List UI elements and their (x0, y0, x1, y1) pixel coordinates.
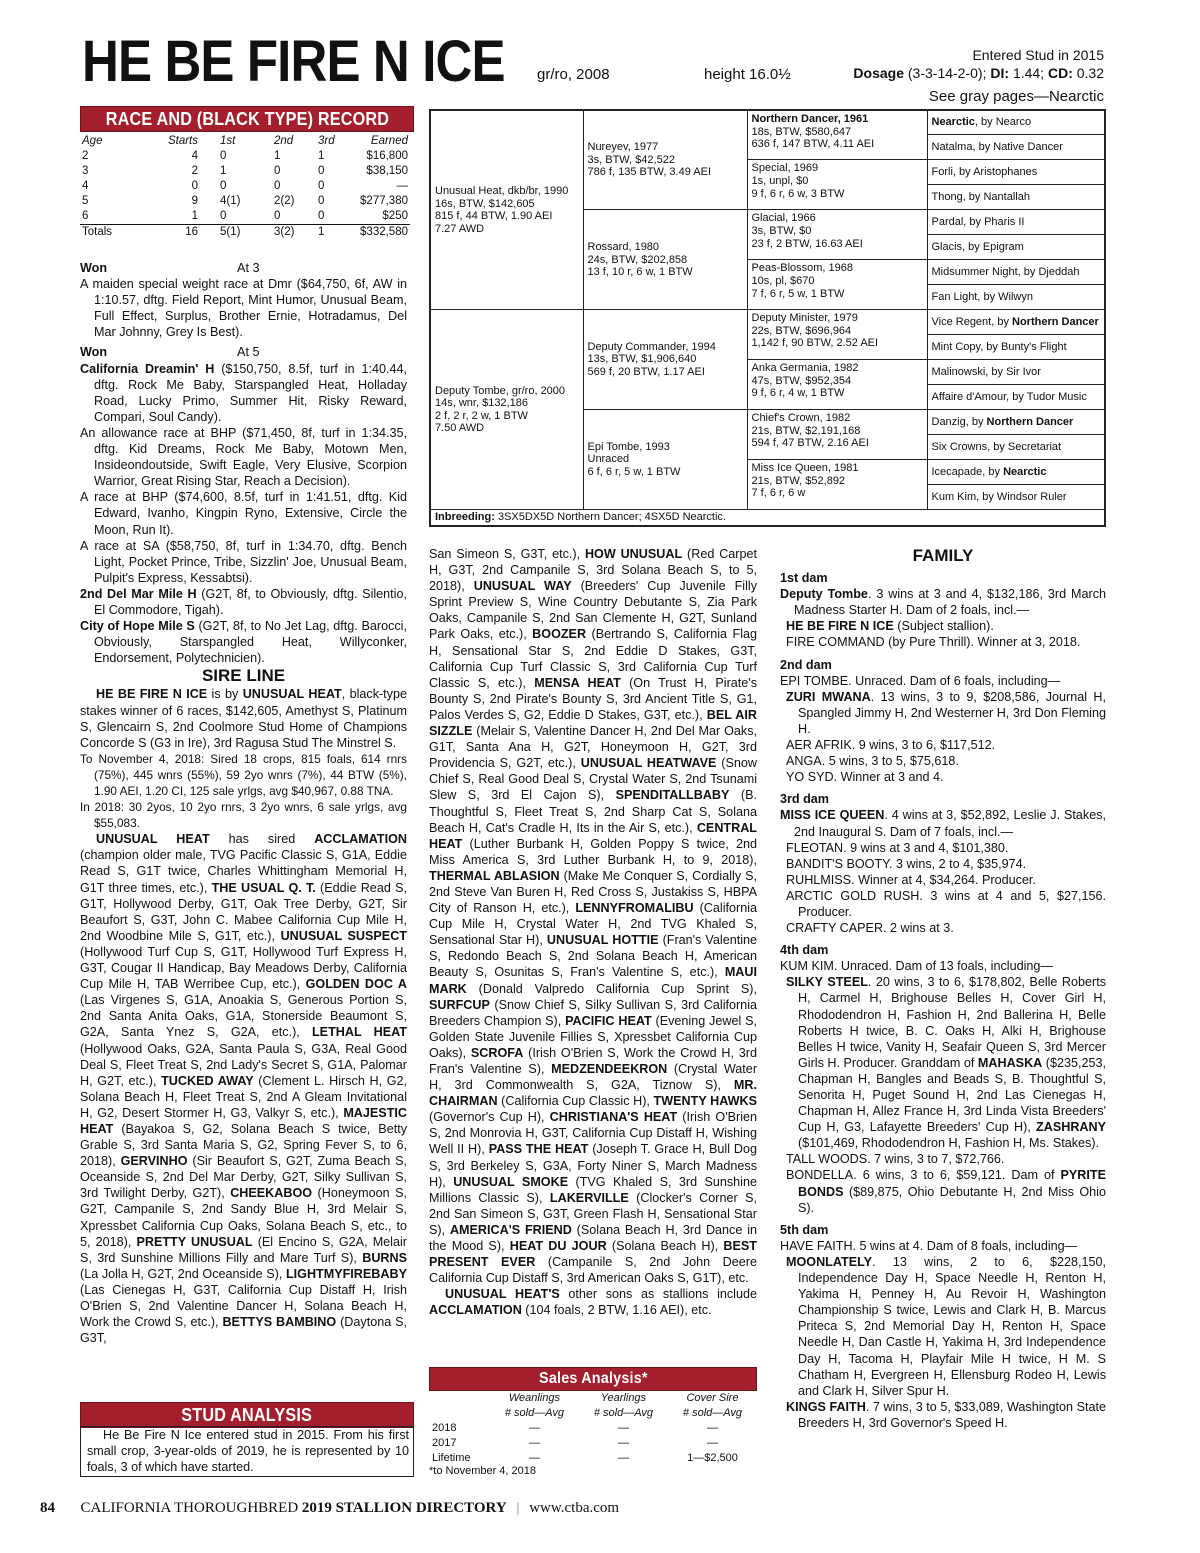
stallion-name: HE BE FIRE N ICE (82, 29, 505, 94)
family-title: FAMILY (912, 546, 974, 565)
sire-line-intro: HE BE FIRE N ICE is by UNUSUAL HEAT, black-type stakes winner of 6 races, $142,605, Amethyst S, Platinum S, Glencairn S, 2nd Coolmore Stud Home of Champions Concorde S (G3 in Ire), 3rd Ragusa Stud The Minstrel S. (80, 687, 407, 750)
pedigree-great-grandparent: Special, 1969 1s, unpl, $0 9 f, 6 r, 6 w, 3 BTW (747, 160, 927, 210)
won-at-3-heading: Won At 3 (80, 261, 260, 275)
race-record-row: 5 9 4(1) 2(2) 0 $277,380 (82, 195, 408, 207)
first-dam-foal-1: HE BE FIRE N ICE (Subject stallion). (786, 619, 994, 634)
third-dam-foal-2: BANDIT'S BOOTY. 3 wins, 2 to 4, $35,974. (786, 856, 1027, 871)
second-dam-foal-3: ANGA. 5 wins, 3 to 5, $75,618. (786, 754, 959, 769)
place-city-of-hope: City of Hope Mile S (G2T, 8f, to No Jet Lag, dftg. Barocci, Obviously, Starspangled Heat, Willyconker, Endorsement, Polytechnicien). (80, 619, 407, 666)
inbreeding-note: Inbreeding: 3SX5DX5D Northern Dancer; 4SX5D Nearctic. (430, 510, 1105, 526)
place-del-mar-mile: 2nd Del Mar Mile H (G2T, 8f, to Obviously, dftg. Silentio, El Commodore, Tigah). (80, 586, 407, 617)
first-dam-label: 1st dam (780, 571, 828, 586)
height: height 16.0½ (704, 66, 791, 83)
second-dam-foal-4: YO SYD. Winner at 3 and 4. (786, 770, 944, 785)
win-race-bhp: A race at BHP ($74,600, 8.5f, turf in 1:41.51, dftg. Kid Edward, Ivanho, Kingpin Ryno, Extensive, Circle the Moon, Run It). (80, 490, 407, 537)
pedigree-chart (429, 109, 1106, 527)
pedigree-g4-ancestor: Glacis, by Epigram (927, 235, 1105, 260)
race-record-row: 3 2 1 0 0 $38,150 (82, 165, 408, 177)
pedigree-grandparent: Rossard, 1980 24s, BTW, $202,858 13 f, 10 r, 6 w, 1 BTW (583, 210, 747, 310)
pedigree-g4-ancestor: Malinowski, by Sir Ivor (927, 360, 1105, 385)
race-record-table (80, 134, 410, 240)
pedigree-great-grandparent: Chief's Crown, 1982 21s, BTW, $2,191,168 594 f, 47 BTW, 2.16 AEI (747, 410, 927, 460)
win-allowance-bhp: An allowance race at BHP ($71,450, 8f, turf in 1:34.35, dftg. Kid Dreams, Rock Me Baby, Motown Men, Insideondoutside, Swift Eagle, Very Elusive, Scorpion Warrior, Great Rising Star, Reach a Decision). (80, 425, 407, 489)
website-link[interactable]: www.ctba.com (529, 1500, 620, 1516)
third-dam-foal-3: RUHLMISS. Winner at 4, $34,264. Producer. (786, 872, 1036, 887)
sales-analysis-table: Weanlings Yearlings Cover Sire # sold—Avg # sold—Avg # sold—Avg 2018 — — — 2017 — — — Lifetime — — 1—$2,500 (429, 1391, 757, 1466)
pedigree-great-grandparent: Anka Germania, 1982 47s, BTW, $952,354 9 f, 6 r, 4 w, 1 BTW (747, 360, 927, 410)
stud-analysis-title: STUD ANALYSIS (80, 1402, 414, 1428)
fifth-dam-foal-1: MOONLATELY. 13 wins, 2 to 6, $228,150, Independence Day H, Space Needle H, Renton H, Yakima H, Penney H, Au Revoir H, Washington Championship S twice, Lewis and Clark H, B. Marcus Priteca S, 2nd Memorial Day H, Renton H, Space Needle H, Dan Castle H, Yakima H, 3rd Independence Day H, Tacoma H, Playfair Mile H twice, H M. S Chatham H, Evergreen H, Ellensburg Rodeo H, Lewis and Clark H, Silver Spur H. (786, 1254, 1106, 1398)
race-record-row: 2 4 0 1 1 $16,800 (82, 150, 408, 162)
fourth-dam-foal-3: BONDELLA. 6 wins, 3 to 6, $59,121. Dam of PYRITE BONDS ($89,875, Ohio Debutante H, 2nd Miss Ohio S). (786, 1168, 1106, 1215)
page-footer (40, 1500, 619, 1517)
sales-row: 2018 — — — (432, 1422, 718, 1434)
first-dam: Deputy Tombe. 3 wins at 3 and 4, $132,186, 3rd March Madness Starter H. Dam of 2 foals, incl.— (780, 587, 1106, 618)
directory-name: 2019 STALLION DIRECTORY (301, 1500, 507, 1516)
pedigree-great-grandparent: Glacial, 1966 3s, BTW, $0 23 f, 2 BTW, 16.63 AEI (747, 210, 927, 260)
third-dam-foal-1: FLEOTAN. 9 wins at 3 and 4, $101,380. (786, 840, 1009, 855)
other-sons: UNUSUAL HEAT'S other sons as stallions include ACCLAMATION (104 foals, 2 BTW, 1.16 AEI), etc. (429, 1287, 757, 1318)
sales-analysis-title: Sales Analysis* (429, 1367, 757, 1391)
pedigree-g4-ancestor: Affaire d'Amour, by Tudor Music (927, 385, 1105, 410)
pedigree-g4-ancestor: Vice Regent, by Northern Dancer (927, 310, 1105, 335)
pedigree-g4-ancestor: Kum Kim, by Windsor Ruler (927, 485, 1105, 510)
pedigree-great-grandparent: Northern Dancer, 1961 18s, BTW, $580,647 636 f, 147 BTW, 4.11 AEI (747, 110, 927, 160)
middle-column (429, 546, 757, 1319)
third-dam-label: 3rd dam (780, 792, 829, 807)
second-dam-foal-2: AER AFRIK. 9 wins, 3 to 6, $117,512. (786, 738, 996, 753)
race-record-header: Age Starts 1st 2nd 3rd Earned (82, 135, 408, 147)
pedigree-g4-ancestor: Danzig, by Northern Dancer (927, 410, 1105, 435)
dosage-line: Dosage (3-3-14-2-0); DI: 1.44; CD: 0.32 (853, 65, 1104, 81)
pedigree-great-grandparent: Peas-Blossom, 1968 10s, pl, $670 7 f, 6 r, 5 w, 1 BTW (747, 260, 927, 310)
pedigree-g4-ancestor: Icecapade, by Nearctic (927, 460, 1105, 485)
sales-row: Lifetime — — 1—$2,500 (432, 1452, 738, 1464)
won-at-5-heading: Won At 5 (80, 345, 260, 360)
fourth-dam-foal-1: SILKY STEEL. 20 wins, 3 to 6, $178,802, Belle Roberts H, Carmel H, Brighouse Belles H, Cover Girl H, Rhododendron H, Fashion H, 2nd Ballerina H, Belle Roberts H twice, B. C. Oaks H, Alki H, Brighouse Belles H twice, Vanity H, Seafair Queen S, 3rd Mercer Girls H. Producer. Granddam of MAHASKA ($235,253, Chapman H, Bangles and Beads S, B. Thoughtful S, Senorita H, Puget Sound H, 2nd Las Cienegas H, Chapman H, Allez France H, 3rd Linda Vista Breeders' Cup H, G3, Lafayette Breeders' Cup H), ZASHRANY ($101,469, Rhododendron H, Fashion H, Ms. Stakes). (786, 975, 1106, 1151)
entered-stud: Entered Stud in 2015 (972, 47, 1104, 63)
fifth-dam-label: 5th dam (780, 1222, 829, 1237)
sales-row: 2017 — — — (432, 1437, 718, 1449)
second-dam-label: 2nd dam (780, 657, 832, 672)
second-dam: EPI TOMBE. Unraced. Dam of 6 foals, including— (780, 673, 1061, 688)
sire-2018: In 2018: 30 2yos, 10 2yo rnrs, 3 2yo wnrs, 6 sale yrlgs, avg $55,083. (80, 800, 407, 831)
fifth-dam: HAVE FAITH. 5 wins at 4. Dam of 8 foals, including— (780, 1238, 1078, 1253)
sales-footnote: *to November 4, 2018 (429, 1465, 537, 1477)
pedigree-great-grandparent: Miss Ice Queen, 1981 21s, BTW, $52,892 7 f, 6 r, 6 w (747, 460, 927, 510)
pedigree-g4-ancestor: Nearctic, by Nearco (927, 110, 1105, 135)
race-record-row: 6 1 0 0 0 $250 (82, 210, 408, 222)
win-race-sa: A race at SA ($58,750, 8f, turf in 1:34.70, dftg. Bench Light, Pocket Prince, Tribe, Sizzlin' Joe, Unusual Beam, Pulpit's Express, Kessabtsi). (80, 538, 407, 585)
pedigree-g4-ancestor: Six Crowns, by Secretariat (927, 435, 1105, 460)
pedigree-g4-ancestor: Thong, by Nantallah (927, 185, 1105, 210)
race-record-row: 4 0 0 0 0 — (82, 180, 408, 192)
pedigree-g4-ancestor: Midsummer Night, by Djeddah (927, 260, 1105, 285)
gray-pages-ref: See gray pages—Nearctic (928, 88, 1104, 105)
win-california-dreamin: California Dreamin' H ($150,750, 8.5f, turf in 1:40.44, dftg. Rock Me Baby, Starspangled Heat, Holladay Road, Lucky Primo, Summer Hit, Risky Reward, Compari, Soul Candy). (80, 361, 407, 424)
pedigree-grandparent: Epi Tombe, 1993 Unraced 6 f, 6 r, 5 w, 1 BTW (583, 410, 747, 510)
pedigree-g4-ancestor: Mint Copy, by Bunty's Flight (927, 335, 1105, 360)
second-dam-foal-1: ZURI MWANA. 13 wins, 3 to 9, $208,586, Journal H, Spangled Jimmy H, 2nd Westerner H, 3rd Don Fleming H. (786, 689, 1106, 736)
third-dam: MISS ICE QUEEN. 4 wins at 3, $52,892, Leslie J. Stakes, 2nd Inaugural S. Dam of 7 foals, incl.— (780, 808, 1106, 839)
pedigree-great-grandparent: Deputy Minister, 1979 22s, BTW, $696,964 1,142 f, 90 BTW, 2.52 AEI (747, 310, 927, 360)
pedigree-g4-ancestor: Fan Light, by Wilwyn (927, 285, 1105, 310)
sire-stats: To November 4, 2018: Sired 18 crops, 815 foals, 614 rnrs (75%), 445 wnrs (55%), 59 2yo wnrs (7%), 44 BTW (5%), 1.90 AEI, 1.20 CI, 125 sale yrlgs, avg $40,967, 0.88 TNA. (80, 751, 407, 798)
fourth-dam: KUM KIM. Unraced. Dam of 13 foals, including— (780, 959, 1053, 974)
fourth-dam-foal-2: TALL WOODS. 7 wins, 3 to 7, $72,766. (786, 1152, 1005, 1167)
progeny-continued: San Simeon S, G3T, etc.), HOW UNUSUAL (Red Carpet H, G3T, 2nd Campanile S, 3rd Solana Beach S, to 5, 2018), UNUSUAL WAY (Breeders' Cup Juvenile Filly Sprint Preview S, Wine Country Debutante S, Zia Park Oaks, Campanile S, 2nd San Clemente H, G2T, Sunland Park Oaks, etc.), BOOZER (Bertrando S, California Flag H, Sensational Star S, 2nd Eddie D Stakes, G3T, California Cup Turf Classic S, 3rd California Cup Turf Classic S, etc.), MENSA HEAT (On Trust H, Pirate's Bounty S, 2nd Pirate's Bounty S, 3rd Ancient Title S, G1, Palos Verdes S, G2, Eddie D Stakes, G3T, etc.), BEL AIR SIZZLE (Melair S, Valentine Dancer H, 2nd Del Mar Oaks, G1T, Santa Ana H, G2T, Honeymoon H, G2T, 3rd Providencia S, G2T, etc.), UNUSUAL HEATWAVE (Snow Chief S, Real Good Deal S, Crystal Water S, 2nd Tsunami Slew S, 3rd El Cajon S), SPENDITALLBABY (B. Thoughtful S, Fleet Treat S, 2nd Sharp Cat S, Solana Beach H, Cat's Cradle H, Its in the Air S, etc.), CENTRAL HEAT (Luther Burbank H, Golden Poppy S twice, 2nd Miss America S, 3rd Luther Burbank H, to 9, 2018), THERMAL ABLASION (Make Me Conquer S, Cordially S, 2nd Steve Van Buren H, Red Cross S, Justakiss S, HBPA City of Ranson H, etc.), LENNYFROMALIBU (California Cup Mile H, Crystal Water H, 2nd TVG Khaled S, Sensational Star H), UNUSUAL HOTTIE (Fran's Valentine S, Redondo Beach S, 2nd Solana Beach H, American Beauty S, Osunitas S, Fran's Valentine S, etc.), MAUI MARK (Donald Valpredo California Cup Sprint S), SURFCUP (Snow Chief S, Silky Sullivan S, 3rd California Breeders Champion S), PACIFIC HEAT (Evening Jewel S, Golden State Juvenile Fillies S, Xpressbet California Cup Oaks), SCROFA (Irish O'Brien S, Work the Crowd H, 3rd Fran's Valentine S), MEDZENDEEKRON (Crystal Water H, 3rd Commonwealth S, G2A, Tiznow S), MR. CHAIRMAN (California Cup Classic H), TWENTY HAWKS (Governor's Cup H), CHRISTIANA'S HEAT (Irish O'Brien S, 2nd Monrovia H, G3T, California Cup Distaff H, Wishing Well II H), PASS THE HEAT (Joseph T. Grace H, Bull Dog S, 3rd Berkeley S, G3A, Forty Niner S, March Madness H), UNUSUAL SMOKE (TVG Khaled S, 3rd Sunshine Millions Classic S), LAKERVILLE (Clocker's Corner S, 2nd San Simeon S, G3T, Green Flash H, Sensational Star S), AMERICA'S FRIEND (Solana Beach H, 3rd Dance in the Mood S), HEAT DU JOUR (Solana Beach H), BEST PRESENT EVER (Campanile S, 2nd John Deere California Cup Distaff S, 3rd American Oaks S, G1T), etc. (429, 547, 758, 1286)
race-record-title: RACE AND (BLACK TYPE) RECORD (80, 106, 414, 132)
pedigree-parent: Deputy Tombe, gr/ro, 2000 14s, wnr, $132,186 2 f, 2 r, 2 w, 1 BTW 7.50 AWD (430, 310, 583, 510)
fourth-dam-label: 4th dam (780, 943, 829, 958)
footer-separator: | (516, 1500, 520, 1516)
pedigree-g4-ancestor: Pardal, by Pharis II (927, 210, 1105, 235)
pedigree-grandparent: Deputy Commander, 1994 13s, BTW, $1,906,640 569 f, 20 BTW, 1.17 AEI (583, 310, 747, 410)
pedigree-grandparent: Nureyev, 1977 3s, BTW, $42,522 786 f, 135 BTW, 3.49 AEI (583, 110, 747, 210)
color-year: gr/ro, 2008 (537, 66, 610, 83)
fifth-dam-foal-2: KINGS FAITH. 7 wins, 3 to 5, $33,089, Washington State Breeders H, 3rd Governor's Speed H. (786, 1399, 1106, 1430)
publication-name: CALIFORNIA THOROUGHBRED (80, 1500, 299, 1516)
third-dam-foal-5: CRAFTY CAPER. 2 wins at 3. (786, 921, 954, 936)
pedigree-g4-ancestor: Natalma, by Native Dancer (927, 135, 1105, 160)
pedigree-g4-ancestor: Forli, by Aristophanes (927, 160, 1105, 185)
page-number: 84 (40, 1500, 55, 1516)
stud-analysis-text: He Be Fire N Ice entered stud in 2015. From his first small crop, 3-year-olds of 2019, he is represented by 10 foals, 3 of which have started. (80, 1426, 414, 1477)
first-dam-foal-2: FIRE COMMAND (by Pure Thrill). Winner at 3, 2018. (786, 635, 1081, 650)
family-column (780, 546, 1106, 1431)
pedigree-parent: Unusual Heat, dkb/br, 1990 16s, BTW, $142,605 815 f, 44 BTW, 1.90 AEI 7.27 AWD (430, 110, 583, 310)
win-maiden: A maiden special weight race at Dmr ($64,750, 6f, AW in 1:10.57, dftg. Field Report, Mint Humor, Unusual Beam, Full Effect, Surplus, Brother Ernie, Hotradamus, Del Mar Johnny, Grey Is Best). (80, 277, 407, 340)
left-column (80, 260, 407, 1346)
sire-progeny: UNUSUAL HEAT has sired ACCLAMATION (champion older male, TVG Pacific Classic S, G1A, Eddie Read S, G1T twice, Charles Whittingham Memorial H, G1T three times, etc.), THE USUAL Q. T. (Eddie Read S, G1T, Hollywood Derby, G1T, Oak Tree Derby, G2T, Sir Beaufort S, G3T, John C. Mabee California Cup Mile H, 2nd Woodbine Mile S, G1T, etc.), UNUSUAL SUSPECT (Hollywood Turf Cup S, G1T, Hollywood Turf Express H, G3T, Cougar II Handicap, Bay Meadows Derby, California Cup Mile H, TAB Werribee Cup, etc.), GOLDEN DOC A (Las Virgenes S, G1A, Anoakia S, Generous Portion S, 2nd Santa Anita Oaks, G1A, Stonerside Beaumont S, G2A, Santa Ynez S, G2A, etc.), LETHAL HEAT (Hollywood Oaks, G2A, Santa Paula S, G3A, Real Good Deal S, Fleet Treat S, 2nd Lady's Secret S, G1A, Palomar H, G2T, etc.), TUCKED AWAY (Clement L. Hirsch H, G2, Solana Beach H, Fleet Treat S, 2nd A Gleam Invitational H, G2, Desert Stormer H, G3, Valkyr S, etc.), MAJESTIC HEAT (Bayakoa S, G2, Solana Beach S twice, Betty Grable S, 3rd Santa Maria S, G2, Spring Fever S, to 6, 2018), GERVINHO (Sir Beaufort S, G2T, Zuma Beach S, Oceanside S, 2nd Del Mar Derby, G2T, Silky Sullivan S, 3rd Twilight Derby, G2T), CHEEKABOO (Honeymoon S, G2T, Campanile S, 2nd Sandy Blue H, 3rd Melair S, Xpressbet California Cup Oaks, Solana Beach S, etc., to 5, 2018), PRETTY UNUSUAL (El Encino S, G2A, Melair S, 3rd Sunshine Millions Filly and Mare Turf S), BURNS (La Jolla H, G2T, 2nd Oceanside S), LIGHTMYFIREBABY (Las Cienegas H, G3T, California Cup Distaff H, Irish O'Brien S, 2nd Valentine Dancer H, Solana Beach H, Work the Crowd S, etc.), BETTYS BAMBINO (Daytona S, G3T, (80, 832, 408, 1346)
sire-line-title: SIRE LINE (201, 666, 286, 686)
race-record-totals: Totals 16 5(1) 3(2) 1 $332,580 (82, 226, 408, 238)
third-dam-foal-4: ARCTIC GOLD RUSH. 3 wins at 4 and 5, $27,156. Producer. (786, 888, 1106, 919)
